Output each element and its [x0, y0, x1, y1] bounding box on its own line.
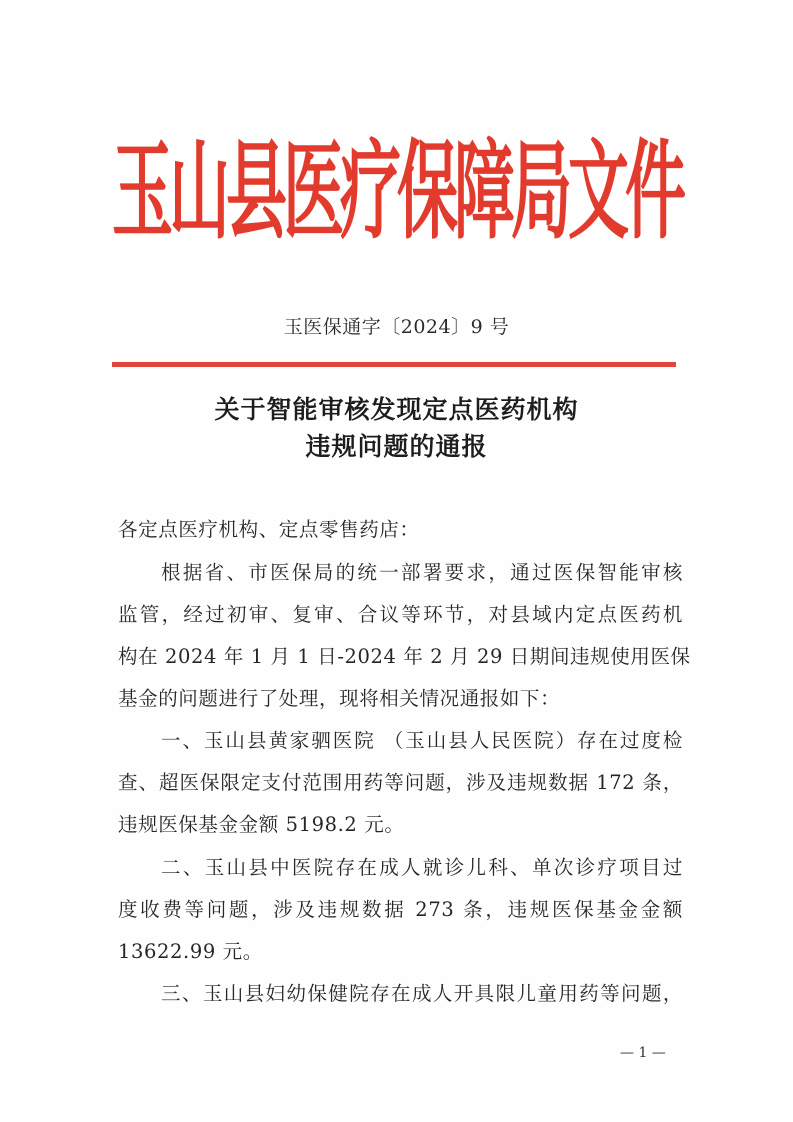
masthead-title: 玉山县医疗保障局文件 — [112, 130, 683, 255]
body-line: 基金的问题进行了处理，现将相关情况通报如下： — [118, 687, 561, 710]
body-line: 根据省、市医保局的统一部署要求，通过医保智能审核 — [161, 561, 683, 584]
notice-title-line-1: 关于智能审核发现定点医药机构 — [214, 395, 579, 424]
body-line: 度收费等问题，涉及违规数据 273 条，违规医保基金金额 — [118, 898, 683, 921]
body-line: 三、玉山县妇幼保健院存在成人开具限儿童用药等问题， — [161, 982, 683, 1005]
body-line: 13622.99 元。 — [118, 940, 263, 963]
salutation: 各定点医疗机构、定点零售药店： — [118, 518, 420, 541]
notice-title-line-2: 违规问题的通报 — [305, 432, 488, 461]
red-divider-rule — [112, 362, 676, 367]
body-line: 查、超医保限定支付范围用药等问题，涉及违规数据 172 条， — [118, 771, 683, 794]
document-number: 玉医保通字〔2024〕9 号 — [283, 316, 510, 338]
body-line: 一、玉山县黄家驷医院 （玉山县人民医院）存在过度检 — [161, 729, 683, 752]
body-line: 二、玉山县中医院存在成人就诊儿科、单次诊疗项目过 — [161, 856, 683, 879]
page-number: — 1 — — [620, 1045, 666, 1061]
body-line: 监管，经过初审、复审、合议等环节，对县域内定点医药机 — [118, 603, 683, 626]
body-line: 违规医保基金金额 5198.2 元。 — [118, 813, 405, 836]
body-line: 构在 2024 年 1 月 1 日-2024 年 2 月 29 日期间违规使用医保 — [118, 645, 691, 668]
